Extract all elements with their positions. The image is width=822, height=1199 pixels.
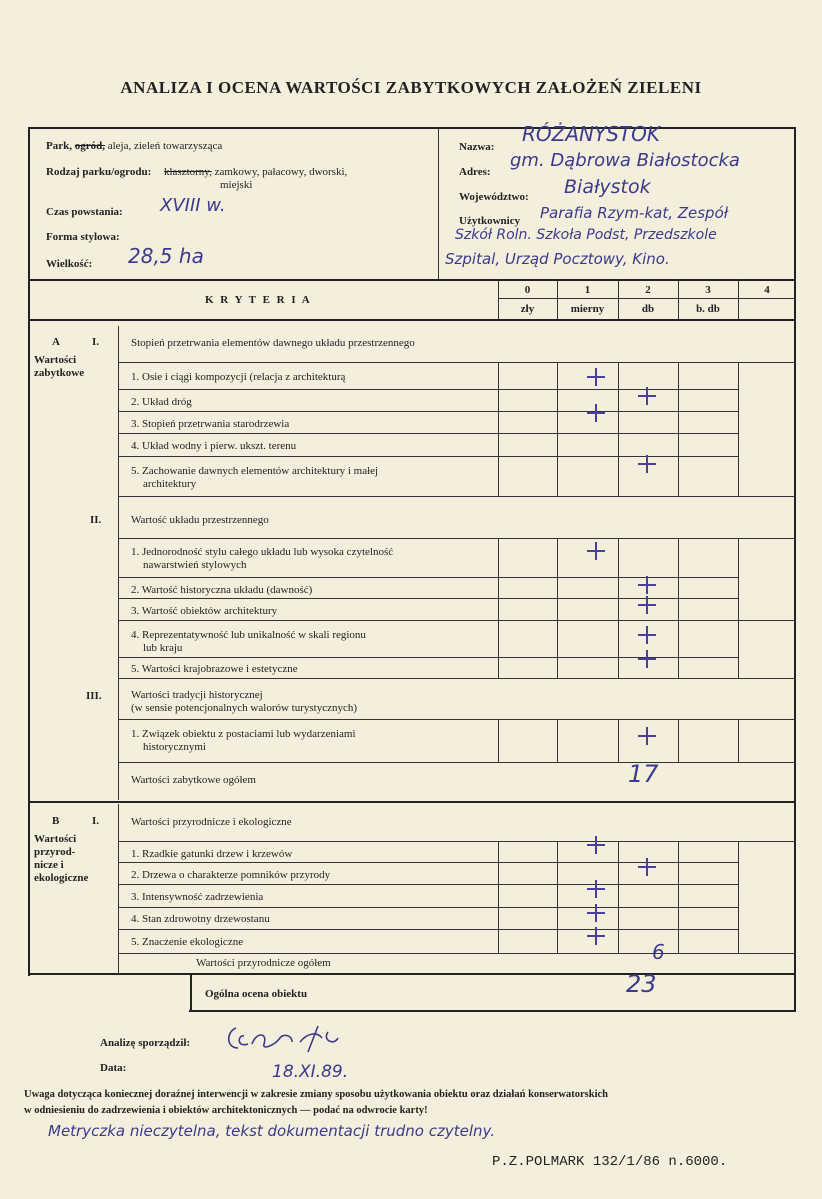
a2-item2: 2. Wartość historyczna układu (dawność) bbox=[131, 584, 313, 596]
b-total-label: Wartości przyrodnicze ogółem bbox=[196, 957, 331, 969]
a-total-label: Wartości zabytkowe ogółem bbox=[131, 774, 256, 786]
rodzaj-struck: klasztorny, bbox=[163, 166, 212, 178]
park-rest: aleja, zieleń towarzysząca bbox=[107, 140, 223, 152]
criteria-header-bottom bbox=[28, 319, 796, 321]
park-prefix: Park, bbox=[46, 140, 72, 152]
woj-label: Województwo: bbox=[459, 191, 529, 203]
date-label: Data: bbox=[100, 1062, 127, 1074]
line-620 bbox=[118, 620, 796, 621]
kryteria-label: K R Y T E R I A bbox=[205, 294, 312, 306]
a2-item4-line2: lub kraju bbox=[143, 642, 183, 654]
b-heading: Wartości przyrodnicze i ekologiczne bbox=[131, 816, 292, 828]
plus-mark-a-i-3 bbox=[585, 402, 607, 424]
section-b-roman: I. bbox=[92, 815, 100, 827]
sub3-heading2: (w sensie potencjonalnych walorów turystycznych) bbox=[131, 702, 358, 714]
adres-label: Adres: bbox=[459, 166, 491, 178]
col-line-1c bbox=[557, 719, 558, 762]
col-line-3h bbox=[678, 279, 679, 319]
header-bottom-line bbox=[28, 279, 796, 281]
line-538 bbox=[118, 538, 796, 539]
line-762 bbox=[118, 762, 796, 763]
col-line-1a bbox=[557, 362, 558, 496]
a2-item5: 5. Wartości krajobrazowe i estetyczne bbox=[131, 663, 298, 675]
col2-num: 2 bbox=[645, 284, 651, 296]
overall-left-line bbox=[190, 973, 192, 1012]
rodzaj-rest: zamkowy, pałacowy, dworski, bbox=[214, 166, 348, 178]
a1-item4: 4. Układ wodny i pierw. ukszt. terenu bbox=[131, 440, 297, 452]
section-divider bbox=[28, 801, 796, 803]
line-884 bbox=[118, 884, 738, 885]
label-col-line-a bbox=[118, 326, 119, 800]
col-line-0c bbox=[498, 719, 499, 762]
sub3-heading1: Wartości tradycji historycznej bbox=[131, 689, 263, 701]
line-953 bbox=[118, 953, 796, 954]
note-line1: Uwaga dotycząca koniecznej doraźnej interwencji w zakresie zmiany sposobu użytkowania obiektu oraz działań konserwatorskich bbox=[24, 1089, 608, 1100]
section-a-roman: I. bbox=[92, 336, 100, 348]
b-item2: 2. Drzewa o charakterze pomników przyrody bbox=[131, 869, 331, 881]
adres-value: gm. Dąbrowa Białostocka bbox=[510, 150, 740, 171]
label-col-line-b bbox=[118, 804, 119, 974]
col-line-3a bbox=[678, 362, 679, 496]
woj-value: Białystok bbox=[564, 176, 651, 198]
b-total-value: 6 bbox=[652, 940, 665, 964]
sub2-heading: Wartość układu przestrzennego bbox=[131, 514, 269, 526]
park-type-line bbox=[46, 140, 222, 153]
b-item5: 5. Znaczenie ekologiczne bbox=[131, 936, 244, 948]
col-line-3d bbox=[678, 841, 679, 953]
line-907 bbox=[118, 907, 738, 908]
section-a-roman2: II. bbox=[90, 514, 102, 526]
a1-item5: 5. Zachowanie dawnych elementów architektury i małej bbox=[131, 465, 379, 477]
line-496 bbox=[118, 496, 796, 497]
plus-mark-a-i-2 bbox=[636, 385, 658, 407]
col-line-3c bbox=[678, 719, 679, 762]
section-b-name4: ekologiczne bbox=[34, 872, 89, 884]
col-line-0a bbox=[498, 362, 499, 496]
overall-value: 23 bbox=[626, 970, 657, 998]
nazwa-label: Nazwa: bbox=[459, 141, 495, 153]
col-line-1d bbox=[557, 841, 558, 953]
col-line-0d bbox=[498, 841, 499, 953]
a1-item1: 1. Osie i ciągi kompozycji (relacja z architekturą bbox=[131, 371, 346, 383]
czas-label: Czas powstania: bbox=[46, 206, 123, 218]
col1-name: mierny bbox=[570, 303, 605, 315]
col-line-4h bbox=[738, 279, 739, 319]
frame-corner-cutout bbox=[26, 976, 189, 1016]
date-value: 18.XI.89. bbox=[272, 1062, 349, 1082]
line-929 bbox=[118, 929, 738, 930]
section-b-letter: B bbox=[52, 815, 60, 827]
park-struck: ogród, bbox=[74, 140, 105, 152]
plus-mark-b-i-3 bbox=[585, 878, 607, 900]
plus-mark-b-i-1 bbox=[585, 834, 607, 856]
col1-num: 1 bbox=[584, 284, 591, 296]
header-col-mid-line bbox=[498, 298, 796, 299]
col3-name: b. db bbox=[696, 303, 720, 315]
overall-label: Ogólna ocena obiektu bbox=[205, 988, 308, 1000]
a2-item3: 3. Wartość obiektów architektury bbox=[131, 605, 278, 617]
a-total-value: 17 bbox=[628, 760, 659, 788]
a1-item5-line2: architektury bbox=[143, 478, 197, 490]
a2-item1: 1. Jednorodność stylu całego układu lub wysoka czytelność bbox=[131, 546, 394, 558]
plus-mark-b-i-5 bbox=[585, 925, 607, 947]
uzyt-line1: Parafia Rzym-kat, Zespół bbox=[540, 204, 729, 222]
uzyt-label: Użytkownicy bbox=[459, 215, 521, 227]
plus-mark-a-ii-4 bbox=[636, 624, 658, 646]
printer-footer: P.Z.POLMARK 132/1/86 n.6000. bbox=[492, 1154, 728, 1170]
line-411 bbox=[118, 411, 738, 412]
rodzaj-line2: miejski bbox=[220, 179, 253, 191]
a2-item4: 4. Reprezentatywność lub unikalność w skali regionu bbox=[131, 629, 366, 641]
czas-value: XVIII w. bbox=[160, 195, 226, 216]
section-b-name2: przyrod- bbox=[34, 846, 76, 858]
wielkosc-label: Wielkość: bbox=[46, 258, 93, 270]
line-433 bbox=[118, 433, 738, 434]
plus-mark-a-i-5 bbox=[636, 453, 658, 475]
plus-mark-b-i-2 bbox=[636, 856, 658, 878]
col-line-1h bbox=[557, 279, 558, 319]
b-item1: 1. Rzadkie gatunki drzew i krzewów bbox=[131, 848, 293, 860]
col3-num: 3 bbox=[705, 284, 711, 296]
plus-mark-a-ii-3 bbox=[636, 594, 658, 616]
header-divider bbox=[438, 127, 439, 279]
section-a-name2: zabytkowe bbox=[34, 367, 85, 379]
rodzaj-line bbox=[46, 166, 347, 179]
a3-item1: 1. Związek obiektu z postaciami lub wydarzeniami bbox=[131, 728, 356, 740]
form-title: ANALIZA I OCENA WARTOŚCI ZABYTKOWYCH ZAŁOŻEŃ ZIELENI bbox=[120, 78, 702, 97]
wielkosc-value: 28,5 ha bbox=[128, 244, 204, 268]
section-b-name1: Wartości bbox=[34, 833, 77, 845]
uzyt-line2: Szkół Roln. Szkoła Podst, Przedszkole bbox=[455, 227, 717, 243]
col4-num: 4 bbox=[764, 284, 770, 296]
forma-label: Forma stylowa: bbox=[46, 231, 120, 243]
b-item4: 4. Stan zdrowotny drzewostanu bbox=[131, 913, 270, 925]
col-line-2a bbox=[618, 362, 619, 496]
col-line-4a bbox=[738, 362, 739, 496]
prepared-label: Analizę sporządził: bbox=[100, 1037, 191, 1049]
col-line-4b bbox=[738, 538, 739, 678]
plus-mark-a-i-1 bbox=[585, 366, 607, 388]
plus-mark-a-ii-2 bbox=[636, 574, 658, 596]
col-line-2h bbox=[618, 279, 619, 319]
note-handwritten: Metryczka nieczytelna, tekst dokumentacji trudno czytelny. bbox=[48, 1122, 495, 1140]
col-line-2c bbox=[618, 719, 619, 762]
section-b-name3: nicze i bbox=[34, 859, 64, 871]
plus-mark-a-ii-5 bbox=[636, 648, 658, 670]
b-item3: 3. Intensywność zadrzewienia bbox=[131, 891, 264, 903]
col-line-4d bbox=[738, 841, 739, 953]
uzyt-line3: Szpital, Urząd Pocztowy, Kino. bbox=[445, 250, 670, 268]
section-a-name1: Wartości bbox=[34, 354, 77, 366]
col-line-0h bbox=[498, 279, 499, 319]
note-line2: w odniesieniu do zadrzewienia i obiektów architektonicznych — podać na odwrocie karty! bbox=[24, 1105, 428, 1116]
line-678 bbox=[118, 678, 796, 679]
col0-name: zły bbox=[520, 303, 535, 315]
a3-item1-line2: historycznymi bbox=[143, 741, 206, 753]
sub1-heading: Stopień przetrwania elementów dawnego układu przestrzennego bbox=[131, 337, 415, 349]
plus-mark-b-i-4 bbox=[585, 902, 607, 924]
a1-item2: 2. Układ dróg bbox=[131, 396, 192, 408]
a1-item3: 3. Stopień przetrwania starodrzewia bbox=[131, 418, 290, 430]
col-line-4c bbox=[738, 719, 739, 762]
section-a-roman3: III. bbox=[86, 690, 102, 702]
signature-mark bbox=[222, 1022, 342, 1058]
col-line-2d bbox=[618, 841, 619, 953]
plus-mark-a-iii-1 bbox=[636, 725, 658, 747]
line-362 bbox=[118, 362, 796, 363]
line-719 bbox=[118, 719, 796, 720]
line-841 bbox=[118, 841, 796, 842]
nazwa-value: RÓŻANYSTOK bbox=[522, 122, 660, 146]
a2-item1-line2: nawarstwień stylowych bbox=[143, 559, 247, 571]
section-a-letter: A bbox=[52, 336, 60, 348]
rodzaj-label: Rodzaj parku/ogrodu: bbox=[46, 166, 152, 178]
plus-mark-a-ii-1 bbox=[585, 540, 607, 562]
col0-num: 0 bbox=[524, 284, 531, 296]
col2-name: db bbox=[641, 303, 655, 315]
line-973 bbox=[28, 973, 796, 975]
